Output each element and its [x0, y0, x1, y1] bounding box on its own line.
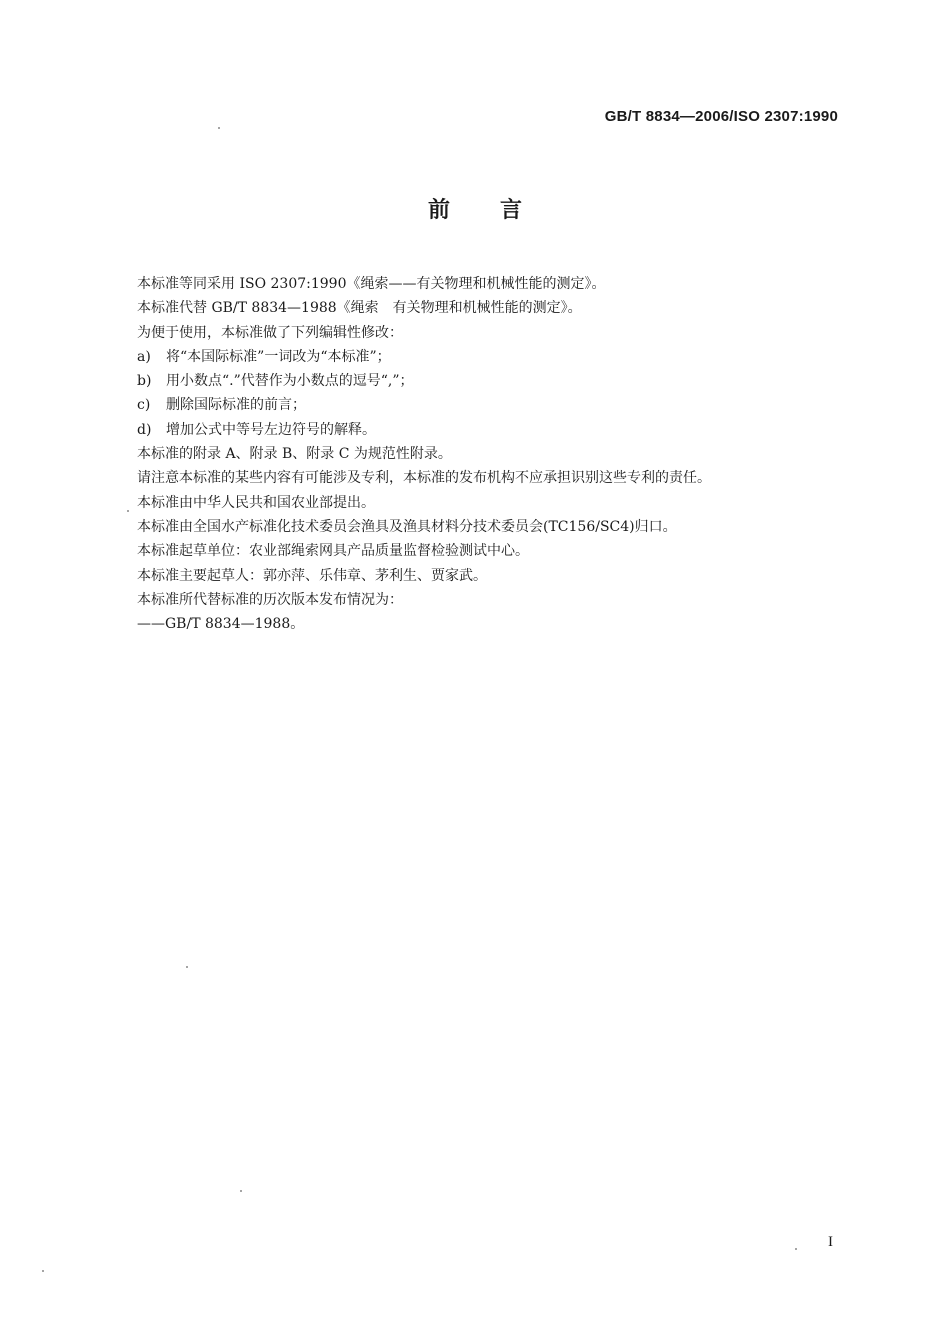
title-char-2: 言 — [500, 198, 523, 223]
list-marker: b) — [137, 373, 152, 390]
paragraph-history-item: ——GB/T 8834—1988。 — [137, 616, 305, 633]
paragraph-drafting-unit: 本标准起草单位：农业部绳索网具产品质量监督检验测试中心。 — [137, 543, 529, 560]
paragraph-replaces: 本标准代替 GB/T 8834—1988《绳索 有关物理和机械性能的测定》。 — [137, 300, 582, 317]
list-marker: c) — [137, 397, 151, 414]
list-item — [137, 345, 827, 369]
scan-speck — [218, 127, 220, 129]
scan-speck — [127, 510, 129, 512]
list-marker: a) — [137, 348, 151, 365]
list-text: 将“本国际标准”一词改为“本标准”； — [166, 348, 391, 365]
paragraph-proposed-by: 本标准由中华人民共和国农业部提出。 — [137, 494, 375, 511]
page-title — [0, 193, 950, 224]
list-item — [137, 369, 827, 393]
page-number: I — [828, 1234, 833, 1250]
standard-number: GB/T 8834—2006/ISO 2307:1990 — [604, 108, 838, 125]
scan-speck — [42, 1270, 44, 1272]
paragraph-adoption: 本标准等同采用 ISO 2307:1990《绳索——有关物理和机械性能的测定》。 — [137, 276, 606, 292]
paragraph-annexes: 本标准的附录 A、附录 B、附录 C 为规范性附录。 — [137, 446, 452, 463]
list-text: 增加公式中等号左边符号的解释。 — [166, 421, 376, 438]
scan-speck — [795, 1248, 797, 1250]
scan-speck — [240, 1190, 242, 1192]
foreword-body — [137, 272, 827, 636]
title-char-1: 前 — [427, 198, 450, 223]
paragraph-drafters: 本标准主要起草人：郭亦萍、乐伟章、茅利生、贾家武。 — [137, 567, 487, 584]
paragraph-centralized-by: 本标准由全国水产标准化技术委员会渔具及渔具材料分技术委员会(TC156/SC4)归口。 — [137, 518, 677, 535]
list-text: 用小数点“.”代替作为小数点的逗号“,”； — [166, 373, 414, 390]
paragraph-editorial-intro: 为便于使用，本标准做了下列编辑性修改： — [137, 324, 403, 341]
paragraph-patent-notice: 请注意本标准的某些内容有可能涉及专利，本标准的发布机构不应承担识别这些专利的责任。 — [137, 470, 711, 487]
list-item — [137, 393, 827, 417]
list-item — [137, 418, 827, 442]
list-text: 删除国际标准的前言； — [166, 397, 306, 414]
scan-speck — [186, 966, 188, 968]
list-marker: d) — [137, 421, 152, 438]
paragraph-history-intro: 本标准所代替标准的历次版本发布情况为： — [137, 591, 403, 608]
